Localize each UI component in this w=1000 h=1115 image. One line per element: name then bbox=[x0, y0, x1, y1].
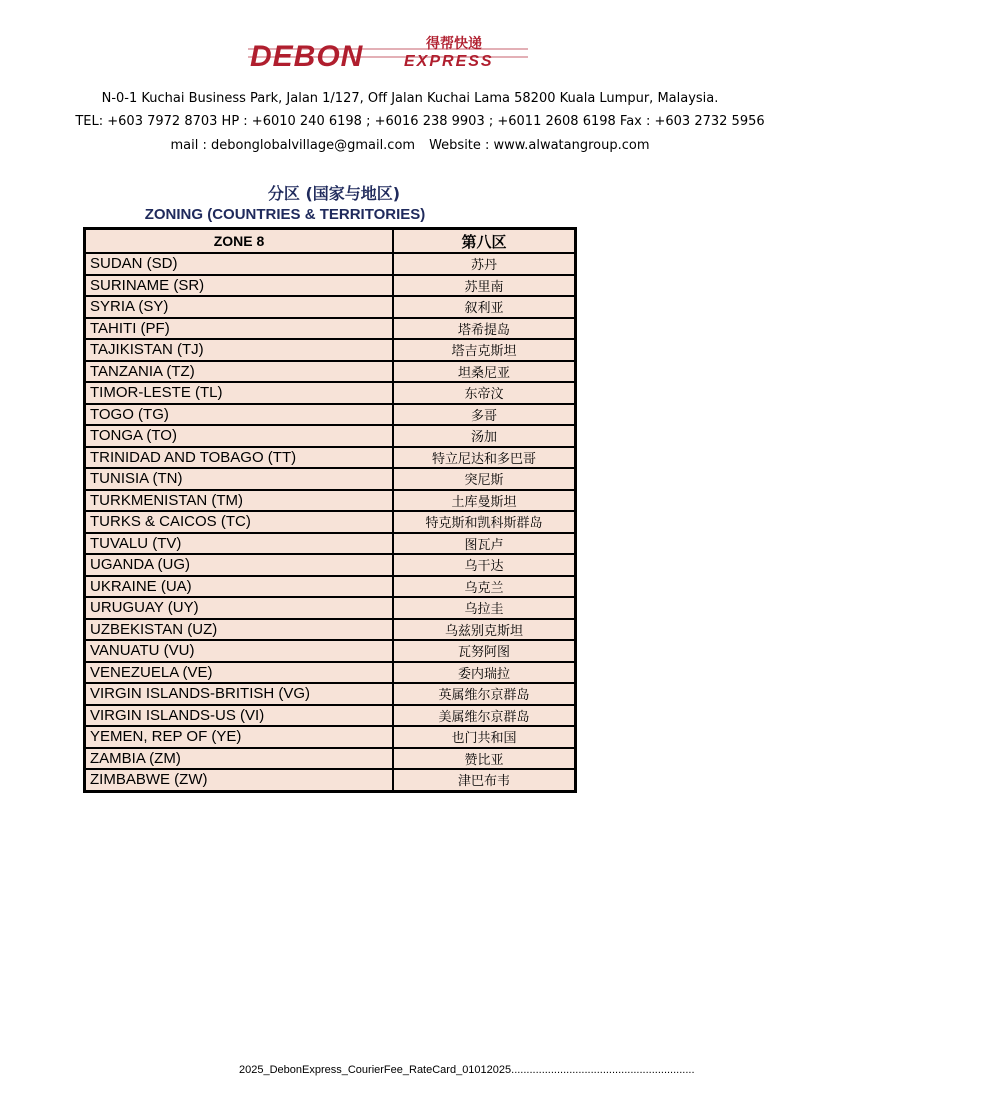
country-chinese-cell: 特克斯和凯科斯群岛 bbox=[393, 511, 576, 533]
country-name-cell: TURKMENISTAN (TM) bbox=[85, 490, 394, 512]
country-name-cell: TRINIDAD AND TOBAGO (TT) bbox=[85, 447, 394, 469]
country-name-cell: ZIMBABWE (ZW) bbox=[85, 769, 394, 791]
country-chinese-cell: 突尼斯 bbox=[393, 468, 576, 490]
table-row bbox=[85, 404, 576, 426]
zone-table-body bbox=[85, 253, 576, 791]
table-row bbox=[85, 425, 576, 447]
country-name-cell: VENEZUELA (VE) bbox=[85, 662, 394, 684]
country-name-cell: VIRGIN ISLANDS-US (VI) bbox=[85, 705, 394, 727]
zoning-title-english: ZONING (COUNTRIES & TERRITORIES) bbox=[144, 206, 426, 223]
country-chinese-cell: 特立尼达和多巴哥 bbox=[393, 447, 576, 469]
country-chinese-cell: 津巴布韦 bbox=[393, 769, 576, 791]
zoning-title-chinese: 分区 (国家与地区) bbox=[267, 184, 401, 203]
table-row bbox=[85, 748, 576, 770]
country-name-cell: TAJIKISTAN (TJ) bbox=[85, 339, 394, 361]
country-name-cell: UGANDA (UG) bbox=[85, 554, 394, 576]
country-chinese-cell: 赞比亚 bbox=[393, 748, 576, 770]
table-row bbox=[85, 490, 576, 512]
country-name-cell: SURINAME (SR) bbox=[85, 275, 394, 297]
country-chinese-cell: 乌兹别克斯坦 bbox=[393, 619, 576, 641]
table-row bbox=[85, 726, 576, 748]
country-chinese-cell: 乌克兰 bbox=[393, 576, 576, 598]
country-name-cell: TUVALU (TV) bbox=[85, 533, 394, 555]
country-name-cell: TURKS & CAICOS (TC) bbox=[85, 511, 394, 533]
country-chinese-cell: 瓦努阿图 bbox=[393, 640, 576, 662]
table-row bbox=[85, 554, 576, 576]
logo-wordmark: DEBON bbox=[250, 40, 364, 73]
country-chinese-cell: 苏里南 bbox=[393, 275, 576, 297]
table-row bbox=[85, 576, 576, 598]
logo-chinese: 得帮快递 bbox=[426, 36, 482, 52]
table-header-row bbox=[85, 229, 576, 254]
table-row bbox=[85, 361, 576, 383]
country-chinese-cell: 坦桑尼亚 bbox=[393, 361, 576, 383]
table-row bbox=[85, 640, 576, 662]
country-name-cell: TIMOR-LESTE (TL) bbox=[85, 382, 394, 404]
table-row bbox=[85, 318, 576, 340]
country-chinese-cell: 乌干达 bbox=[393, 554, 576, 576]
country-chinese-cell: 美属维尔京群岛 bbox=[393, 705, 576, 727]
country-chinese-cell: 图瓦卢 bbox=[393, 533, 576, 555]
country-chinese-cell: 土库曼斯坦 bbox=[393, 490, 576, 512]
zone-header-chinese: 第八区 bbox=[393, 229, 576, 254]
country-name-cell: UKRAINE (UA) bbox=[85, 576, 394, 598]
country-name-cell: VIRGIN ISLANDS-BRITISH (VG) bbox=[85, 683, 394, 705]
table-row bbox=[85, 619, 576, 641]
table-row bbox=[85, 275, 576, 297]
country-name-cell: SUDAN (SD) bbox=[85, 253, 394, 275]
country-name-cell: ZAMBIA (ZM) bbox=[85, 748, 394, 770]
table-row bbox=[85, 662, 576, 684]
country-name-cell: TUNISIA (TN) bbox=[85, 468, 394, 490]
country-name-cell: TONGA (TO) bbox=[85, 425, 394, 447]
table-row bbox=[85, 339, 576, 361]
zone-table bbox=[83, 227, 577, 793]
table-row bbox=[85, 511, 576, 533]
table-row bbox=[85, 253, 576, 275]
email-text: mail : debonglobalvillage@gmail.com bbox=[170, 138, 416, 153]
country-name-cell: URUGUAY (UY) bbox=[85, 597, 394, 619]
table-row bbox=[85, 769, 576, 791]
logo-express: EXPRESS bbox=[404, 53, 494, 70]
table-row bbox=[85, 382, 576, 404]
table-row bbox=[85, 705, 576, 727]
country-name-cell: SYRIA (SY) bbox=[85, 296, 394, 318]
country-chinese-cell: 委内瑞拉 bbox=[393, 662, 576, 684]
table-row bbox=[85, 683, 576, 705]
table-row bbox=[85, 447, 576, 469]
country-chinese-cell: 乌拉圭 bbox=[393, 597, 576, 619]
country-chinese-cell: 塔希提岛 bbox=[393, 318, 576, 340]
country-chinese-cell: 汤加 bbox=[393, 425, 576, 447]
country-chinese-cell: 也门共和国 bbox=[393, 726, 576, 748]
address-line: N-0-1 Kuchai Business Park, Jalan 1/127, Off Jalan Kuchai Lama 58200 Kuala Lumpur, Malaysia. bbox=[101, 91, 719, 106]
contact-numbers: TEL: +603 7972 8703 HP : +6010 240 6198 ; +6016 238 9903 ; +6011 2608 6198 Fax : +603 2732 5956 bbox=[75, 114, 765, 129]
country-chinese-cell: 苏丹 bbox=[393, 253, 576, 275]
country-name-cell: VANUATU (VU) bbox=[85, 640, 394, 662]
country-chinese-cell: 多哥 bbox=[393, 404, 576, 426]
table-row bbox=[85, 533, 576, 555]
country-name-cell: TANZANIA (TZ) bbox=[85, 361, 394, 383]
footer-document-name: 2025_DebonExpress_CourierFee_RateCard_01012025............................................................ bbox=[239, 1064, 695, 1076]
website-text: Website : www.alwatangroup.com bbox=[429, 138, 650, 153]
country-name-cell: TOGO (TG) bbox=[85, 404, 394, 426]
table-row bbox=[85, 296, 576, 318]
country-chinese-cell: 英属维尔京群岛 bbox=[393, 683, 576, 705]
country-name-cell: UZBEKISTAN (UZ) bbox=[85, 619, 394, 641]
zone-header-english: ZONE 8 bbox=[85, 229, 394, 254]
contact-email-web bbox=[0, 138, 820, 153]
debon-express-logo bbox=[248, 34, 533, 74]
country-name-cell: YEMEN, REP OF (YE) bbox=[85, 726, 394, 748]
country-name-cell: TAHITI (PF) bbox=[85, 318, 394, 340]
table-row bbox=[85, 468, 576, 490]
country-chinese-cell: 塔吉克斯坦 bbox=[393, 339, 576, 361]
country-chinese-cell: 东帝汶 bbox=[393, 382, 576, 404]
table-row bbox=[85, 597, 576, 619]
country-chinese-cell: 叙利亚 bbox=[393, 296, 576, 318]
